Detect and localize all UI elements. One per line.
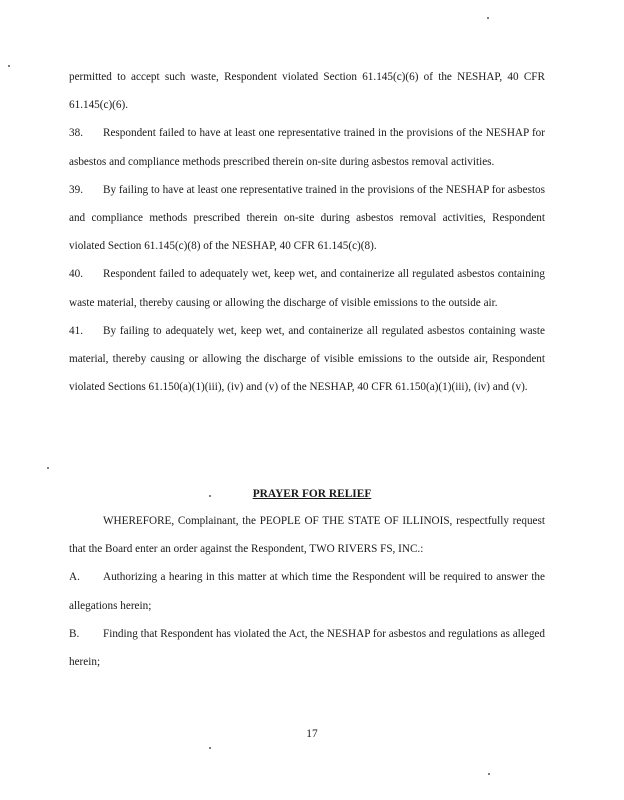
prayer-intro: WHEREFORE, Complainant, the PEOPLE OF THE STATE OF ILLINOIS, respectfully request that the Board enter an order against the Respondent, TWO RIVERS FS, INC.: xyxy=(69,515,545,556)
scan-speck xyxy=(488,773,490,775)
paragraph-40 xyxy=(69,260,545,316)
paragraph-number: 40. xyxy=(69,268,83,281)
relief-text: Finding that Respondent has violated the Act, the NESHAP for asbestos and regulations as alleged herein; xyxy=(69,627,545,669)
prayer-for-relief-heading: PRAYER FOR RELIEF xyxy=(252,488,372,500)
relief-text: Authorizing a hearing in this matter at which time the Respondent will be required to answer the allegations herein; xyxy=(69,571,545,612)
scan-speck xyxy=(209,747,211,749)
relief-item-a xyxy=(69,563,545,619)
scan-speck xyxy=(8,65,10,67)
paragraph-number: 41. xyxy=(69,324,83,337)
scan-speck xyxy=(487,17,489,19)
paragraph-text: Respondent failed to have at least one representative trained in the provisions of the NESHAP for asbestos and compliance methods prescribed therein on-site during asbestos removal activities. xyxy=(69,127,545,168)
relief-item-b xyxy=(69,620,545,676)
continuation-paragraph xyxy=(69,63,545,119)
scan-speck xyxy=(209,495,211,497)
paragraph-number: 39. xyxy=(69,183,83,196)
relief-letter: A. xyxy=(69,571,80,584)
page-number: 17 xyxy=(306,728,318,740)
relief-letter: B. xyxy=(69,627,80,640)
paragraph-number: 38. xyxy=(69,127,83,140)
paragraph-39 xyxy=(69,176,545,261)
continuation-text: permitted to accept such waste, Respondent violated Section 61.145(c)(6) of the NESHAP, 40 CFR 61.145(c)(6). xyxy=(69,71,545,112)
paragraph-text: By failing to adequately wet, keep wet, and containerize all regulated asbestos containing waste material, thereby causing or allowing the discharge of visible emissions to the outside air, Respondent violated Sections 61.150(a)(1)(iii), (iv) and (v) of the NESHAP, 40 CFR 61.150(a)(1)(iii), (iv) and (v). xyxy=(69,324,545,394)
paragraph-38 xyxy=(69,119,545,175)
complaint-body xyxy=(69,63,545,401)
paragraph-41 xyxy=(69,317,545,402)
relief-section xyxy=(69,507,545,676)
paragraph-text: Respondent failed to adequately wet, keep wet, and containerize all regulated asbestos containing waste material, thereby causing or allowing the discharge of visible emissions to the outside air. xyxy=(69,268,545,309)
paragraph-text: By failing to have at least one representative trained in the provisions of the NESHAP for asbestos and compliance methods prescribed therein on-site during asbestos removal activities, Respondent violated Section 61.145(c)(8) of the NESHAP, 40 CFR 61.145(c)(8). xyxy=(69,183,545,253)
scan-speck xyxy=(47,467,49,469)
